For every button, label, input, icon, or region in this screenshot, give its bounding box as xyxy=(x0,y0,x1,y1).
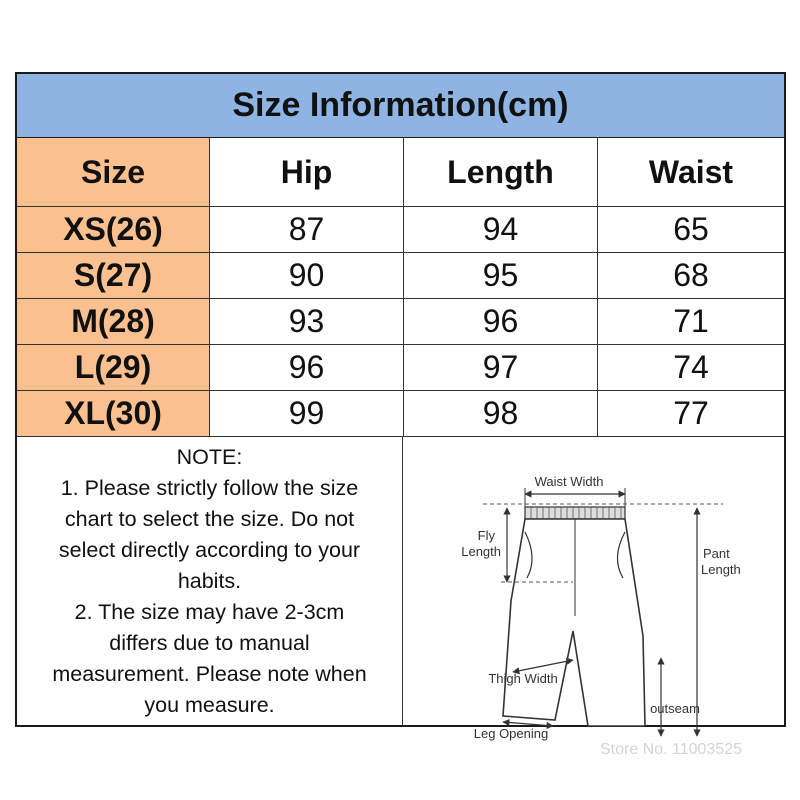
pant-label-line1: Pant xyxy=(703,546,730,561)
note-heading: NOTE: xyxy=(176,445,243,469)
hip-cell: 87 xyxy=(210,207,404,253)
waist-width-label: Waist Width xyxy=(534,474,604,489)
note-line: chart to select the size. Do not xyxy=(64,507,355,531)
note-line: measurement. Please note when xyxy=(52,662,367,686)
hip-cell: 93 xyxy=(210,299,404,345)
waist-cell: 71 xyxy=(598,299,785,345)
header-size: Size xyxy=(17,138,210,207)
fly-label-line2: Length xyxy=(461,544,501,559)
table-row xyxy=(17,345,784,391)
store-watermark: Store No. 11003525 xyxy=(599,741,743,758)
size-chart-card xyxy=(15,72,786,758)
waist-cell: 68 xyxy=(598,253,785,299)
hip-cell: 90 xyxy=(210,253,404,299)
size-cell: M(28) xyxy=(17,299,210,345)
note-line: 2. The size may have 2-3cm xyxy=(74,600,345,624)
table-row xyxy=(17,253,784,299)
waist-cell: 77 xyxy=(598,391,785,437)
size-cell: XL(30) xyxy=(17,391,210,437)
outseam-label: outseam xyxy=(650,701,700,716)
note-line: select directly according to your xyxy=(58,538,361,562)
pant-label-line2: Length xyxy=(701,562,741,577)
waist-cell: 74 xyxy=(598,345,785,391)
note-line: habits. xyxy=(177,569,242,593)
leg-opening-label: Leg Opening xyxy=(473,726,549,741)
note-line: 1. Please strictly follow the size xyxy=(60,476,359,500)
waistband xyxy=(525,507,625,519)
length-cell: 96 xyxy=(404,299,598,345)
shorts-measurement-diagram xyxy=(403,436,784,758)
hip-cell: 96 xyxy=(210,345,404,391)
chart-title: Size Information(cm) xyxy=(17,74,784,138)
length-cell: 98 xyxy=(404,391,598,437)
length-cell: 95 xyxy=(404,253,598,299)
note-line: differs due to manual xyxy=(109,631,310,655)
waist-cell: 65 xyxy=(598,207,785,253)
size-table xyxy=(17,138,784,437)
shorts-diagram-svg xyxy=(403,436,784,758)
size-cell: S(27) xyxy=(17,253,210,299)
note-line: you measure. xyxy=(144,693,275,717)
length-cell: 97 xyxy=(404,345,598,391)
size-cell: L(29) xyxy=(17,345,210,391)
shorts-outline xyxy=(503,519,645,726)
note-panel xyxy=(17,436,403,725)
table-row xyxy=(17,207,784,253)
length-cell: 94 xyxy=(404,207,598,253)
thigh-width-label: Thigh Width xyxy=(488,671,558,686)
fly-label-line1: Fly xyxy=(477,528,495,543)
header-hip: Hip xyxy=(210,138,404,207)
table-row xyxy=(17,299,784,345)
table-header-row xyxy=(17,138,784,207)
header-length: Length xyxy=(404,138,598,207)
header-waist: Waist xyxy=(598,138,785,207)
hip-cell: 99 xyxy=(210,391,404,437)
size-cell: XS(26) xyxy=(17,207,210,253)
table-row xyxy=(17,391,784,437)
